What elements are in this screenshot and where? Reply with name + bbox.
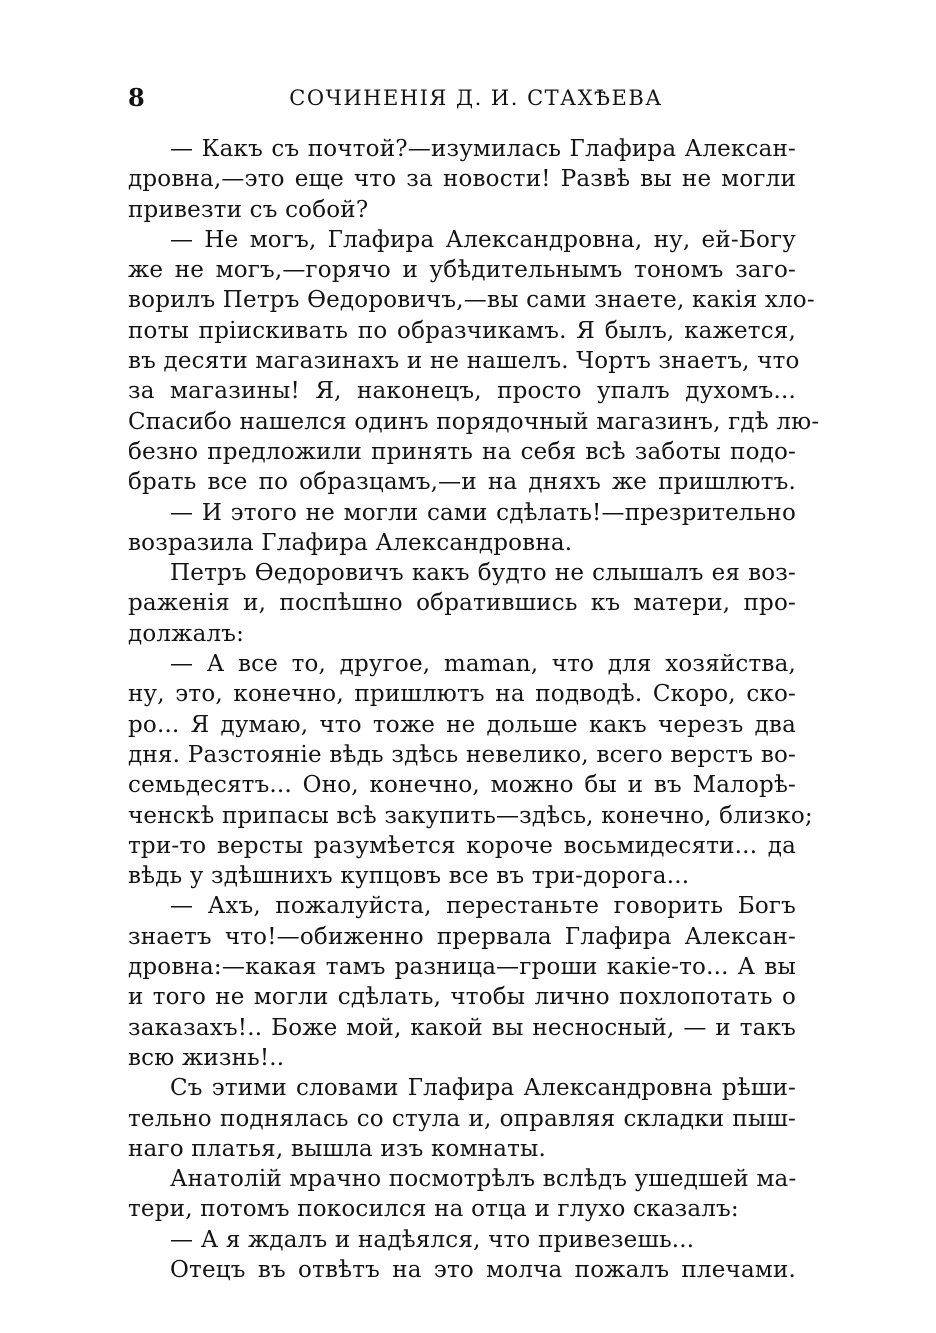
text-line: и того не могли сдѣлать, чтобы лично похлопотать о <box>128 984 796 1011</box>
text-line: ро... Я думаю, что тоже не дольше какъ черезъ два <box>128 711 796 738</box>
paragraph <box>128 558 796 649</box>
text-line: дровна:—какая тамъ разница—гроши какіе-то... А вы <box>128 954 796 981</box>
header-title: СОЧИНЕНІЯ Д. И. СТАХѢЕВА <box>289 86 663 110</box>
text-line: дровна,—это еще что за новости! Развѣ вы не могли <box>128 166 796 193</box>
text-line: дня. Разстояніе вѣдь здѣсь невелико, всего верстъ во- <box>128 741 796 768</box>
text-line: ченскѣ припасы всѣ закупить—здѣсь, конечно, близко; <box>128 802 813 829</box>
text-line: ну, это, конечно, пришлютъ на подводѣ. Скоро, ско- <box>128 681 796 708</box>
text-line: Анатолій мрачно посмотрѣлъ вслѣдъ ушедшей ма- <box>170 1166 797 1193</box>
paragraph <box>128 225 820 498</box>
paragraph <box>128 649 813 891</box>
paragraph <box>128 1073 796 1164</box>
body-text <box>128 134 820 1285</box>
text-line: за магазины! Я, наконецъ, просто упалъ духомъ... <box>128 378 796 405</box>
paragraph <box>128 134 796 225</box>
text-line: Спасибо нашелся одинъ порядочный магазинъ, гдѣ лю- <box>128 408 820 435</box>
text-line: — И этого не могли сами сдѣлать!—презрительно <box>170 499 796 526</box>
text-line: тельно поднялась со стула и, оправляя складки пыш- <box>128 1105 796 1132</box>
paragraph <box>128 1225 796 1255</box>
paragraph <box>128 1164 796 1225</box>
text-line: — Какъ съ почтой?—изумилась Глафира Алексан- <box>170 136 796 162</box>
text-line: Отецъ въ отвѣтъ на это молча пожалъ плечами. <box>170 1256 796 1283</box>
page-number: 8 <box>128 83 145 112</box>
text-line: безно предложили принять на себя всѣ заботы подо- <box>128 438 796 465</box>
text-line: поты пріискивать по образчикамъ. Я былъ, кажется, <box>128 317 796 344</box>
text-line: наго платья, вышла изъ комнаты. <box>128 1135 547 1162</box>
text-line: ворилъ Петръ Ѳедоровичъ,—вы сами знаете, какія хло- <box>128 287 815 314</box>
text-line: должалъ: <box>128 620 245 647</box>
text-line: заказахъ!.. Боже мой, какой вы несносный, — и такъ <box>128 1014 796 1041</box>
text-line: раженія и, поспѣшно обратившись къ матери, про- <box>128 590 796 617</box>
text-line: Съ этими словами Глафира Александровна рѣши- <box>170 1075 796 1102</box>
text-line: возразила Глафира Александровна. <box>128 529 573 556</box>
running-head <box>128 80 796 116</box>
text-line: семьдесятъ... Оно, конечно, можно бы и въ Малорѣ- <box>128 772 796 799</box>
text-line: всю жизнь!.. <box>128 1044 285 1071</box>
text-line: вѣдь у здѣшнихъ купцовъ все въ три-дорога... <box>128 863 690 890</box>
text-line: въ десяти магазинахъ и не нашелъ. Чортъ знаетъ, что <box>128 348 800 375</box>
text-line: же не могъ,—горячо и убѣдительнымъ тономъ заго- <box>128 257 796 284</box>
text-line: тери, потомъ покосился на отца и глухо сказалъ: <box>128 1196 739 1223</box>
paragraph <box>128 1255 796 1285</box>
text-line: — Ахъ, пожалуйста, перестаньте говорить Богъ <box>170 893 796 920</box>
text-line: Петръ Ѳедоровичъ какъ будто не слышалъ ея воз- <box>170 560 796 587</box>
paragraph <box>128 498 796 559</box>
text-line: — Не могъ, Глафира Александровна, ну, ей-Богу <box>170 226 796 253</box>
paragraph <box>128 891 796 1073</box>
text-line: привезти съ собой? <box>128 196 369 223</box>
text-line: три-то версты разумѣется короче восьмидесяти... да <box>128 832 796 859</box>
text-line: — А я ждалъ и надѣялся, что привезешь... <box>170 1226 695 1253</box>
text-line: знаетъ что!—обиженно прервала Глафира Алексан- <box>128 923 796 950</box>
text-line: брать все по образцамъ,—и на дняхъ же пришлютъ. <box>128 469 796 496</box>
text-line: — А все то, другое, maman, что для хозяйства, <box>170 651 796 678</box>
